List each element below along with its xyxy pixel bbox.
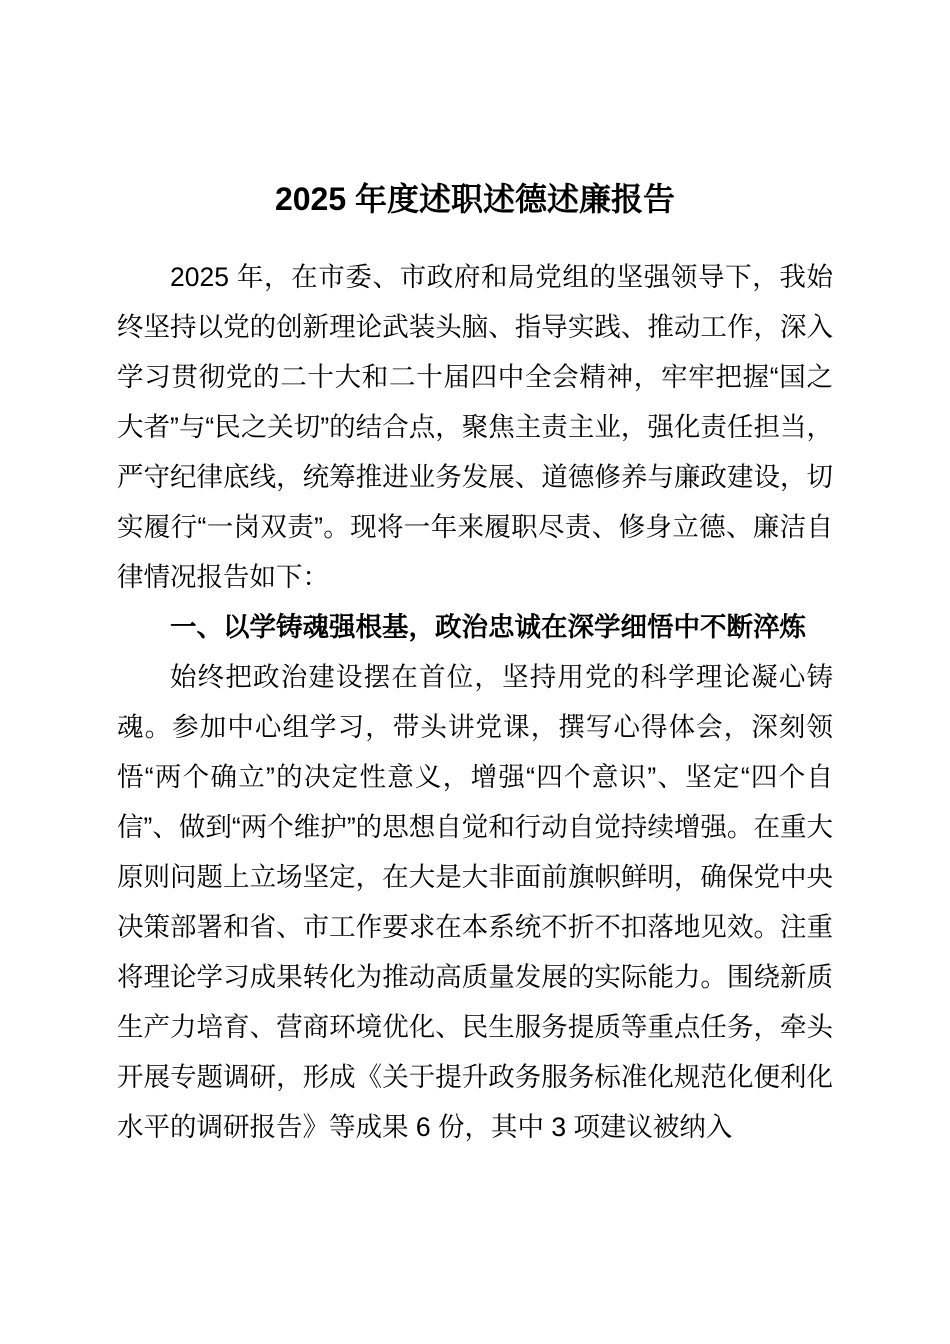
paragraph-intro: 2025 年，在市委、市政府和局党组的坚强领导下，我始终坚持以党的创新理论武装头脑、指导实践、推动工作，深入学习贯彻党的二十大和二十届四中全会精神，牢牢把握“国之大者”与“民之关切”的结合点，聚焦主责主业，强化责任担当，严守纪律底线，统筹推进业务发展、道德修养与廉政建设，切实履行“一岗双责”。现将一年来履职尽责、修身立德、廉洁自律情况报告如下：	[117, 262, 833, 592]
section-heading-1: 一、以学铸魂强根基，政治忠诚在深学细悟中不断淬炼	[170, 612, 806, 642]
paragraph-section-1-body: 始终把政治建设摆在首位，坚持用党的科学理论凝心铸魂。参加中心组学习，带头讲党课，撰写心得体会，深刻领悟“两个确立”的决定性意义，增强“四个意识”、坚定“四个自信”、做到“两个维护”的思想自觉和行动自觉持续增强。在重大原则问题上立场坚定，在大是大非面前旗帜鲜明，确保党中央决策部署和省、市工作要求在本系统不折不扣落地见效。注重将理论学习成果转化为推动高质量发展的实际能力。围绕新质生产力培育、营商环境优化、民生服务提质等重点任务，牵头开展专题调研，形成《关于提升政务服务标准化规范化便利化水平的调研报告》等成果 6 份，其中 3 项建议被纳入	[117, 662, 833, 1142]
document-title: 2025 年度述职述德述廉报告	[274, 181, 676, 217]
